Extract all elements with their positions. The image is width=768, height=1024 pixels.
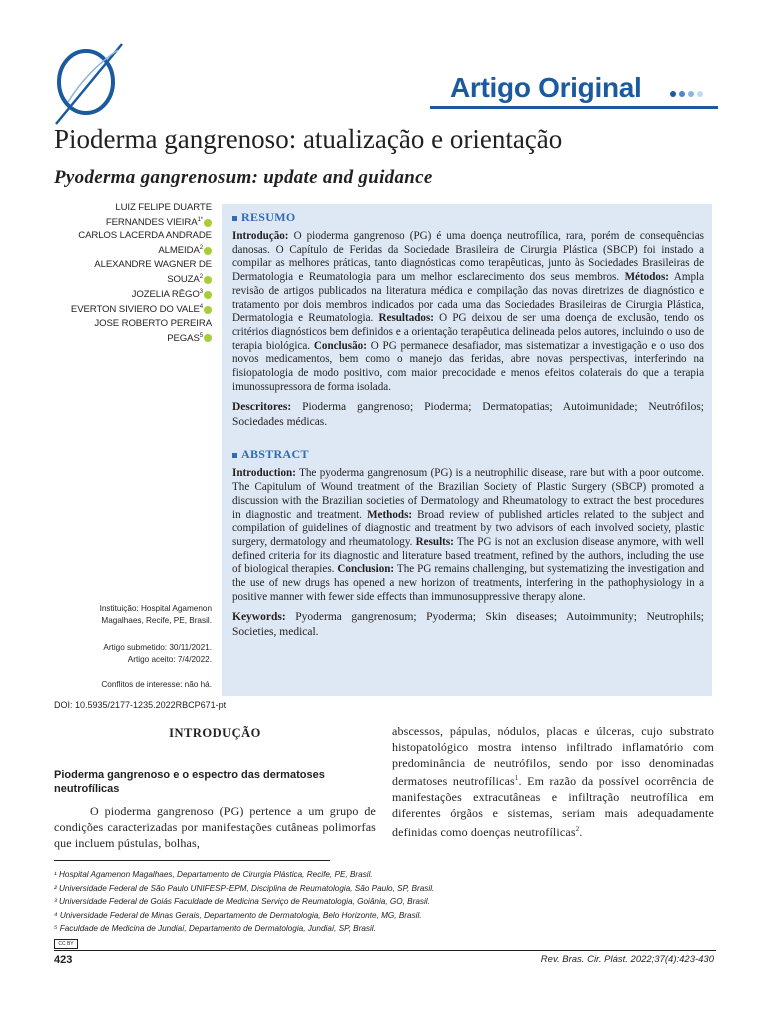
descriptors-text: Pioderma gangrenoso; Pioderma; Dermatopatias; Autoimunidade; Neutrófilos; Sociedades médicas. xyxy=(232,401,704,429)
resumo-heading-text: RESUMO xyxy=(241,210,296,224)
author-name-line: ALMEIDA xyxy=(158,245,200,257)
author-affiliation: 4 xyxy=(199,304,203,311)
keywords-text: Pyoderma gangrenosum; Pyoderma; Skin diseases; Autoimmunity; Neutrophils; Societies, medical. xyxy=(232,611,704,639)
resumo-intro: O pioderma gangrenoso (PG) é uma doença neutrofílica, rara, porém de consequências danosas. O Capítulo de Feridas da Sociedade Brasileira de Cirurgia Plástica (SBCP) foi instado a compilar as melhores práticas, tanto diagnósticas como terapêuticas, junto às Sociedades Brasileiras de Dermatologia e Reumatologia para um melhor esclarecimento dos seus membros. xyxy=(232,230,704,284)
cc-license-badge[interactable]: CC BY xyxy=(54,939,78,949)
orcid-icon[interactable] xyxy=(204,219,212,227)
author-name-line: ALEXANDRE WAGNER DE xyxy=(94,258,212,270)
dot-2 xyxy=(679,91,685,97)
resumo-results: O PG deixou de ser uma doença de exclusão, tendo os critérios diagnósticos bem definidos e a orientação terapêutica delineada pelos autores, incluindo o uso de terapia biológica. xyxy=(232,312,704,352)
conflicts-note: Conflitos de interesse: não há. xyxy=(101,680,212,689)
footer-rule xyxy=(54,950,716,951)
author-name-line: SOUZA xyxy=(167,274,200,286)
institution-line: Magalhaes, Recife, PE, Brasil. xyxy=(101,615,212,625)
abstract-conclusion: The PG remains challenging, but systematizing the investigation and the use of new drugs has opened a new horizon of treatments, interfering in the pathophysiology in a positive manner with fewer side effects than immunosuppressive therapy alone. xyxy=(232,563,704,603)
orcid-icon[interactable] xyxy=(204,334,212,342)
header-dots xyxy=(670,84,706,102)
abstract-heading-text: ABSTRACT xyxy=(241,447,309,462)
author-name-line: EVERTON SIVIERO DO VALE xyxy=(70,304,200,316)
footnote-rule xyxy=(54,860,330,861)
author-affiliation: 2 xyxy=(199,273,203,280)
submitted-date: Artigo submetido: 30/11/2021. xyxy=(103,643,212,652)
label-methods-en: Methods: xyxy=(362,508,413,521)
abstract-results: The PG is not an exclusion disease anymore, with well defined criteria for its diagnostic and literature based treatment, refined by the authors, including the use of biological therapies. xyxy=(232,535,704,576)
author-name-line: PEGAS xyxy=(167,332,200,344)
journal-logo xyxy=(54,40,124,126)
accepted-date: Artigo aceito: 7/4/2022. xyxy=(127,654,212,664)
citation-ref[interactable]: 2 xyxy=(575,824,580,833)
author-6 xyxy=(20,317,212,345)
dot-3 xyxy=(688,91,694,97)
page-number: 423 xyxy=(54,954,73,966)
abstract-keywords xyxy=(232,610,704,640)
author-affiliation: 3 xyxy=(199,289,203,296)
label-descriptors: Descritores: xyxy=(232,401,292,414)
abstract-methods: Broad review of published articles related to the subject and compilation of guidelines of diagnostic and treatment by two advisors of each involved society, plastic surgery, dermatology and rheumatology. xyxy=(232,508,704,548)
author-affiliation: 2 xyxy=(199,245,203,252)
resumo-descriptors xyxy=(232,400,704,430)
submission-dates xyxy=(20,642,212,665)
section-heading: INTRODUÇÃO xyxy=(169,726,261,740)
abstract-intro: The pyoderma gangrenosum (PG) is a neutrophilic disease, rare but with a poor outcome. The Capitulum of Wound treatment of the Brazilian Society of Plastic Surgery (SBCP) promoted a discussion with the Brazilian societies of Dermatology and Rheumatology to extract the best procedures in diagnostic and treatment. xyxy=(232,467,704,521)
author-2 xyxy=(20,229,212,257)
label-methods: Métodos: xyxy=(619,271,669,284)
body-paragraph xyxy=(392,724,714,841)
label-conclusion-en: Conclusion: xyxy=(334,563,395,576)
section-label: Artigo Original xyxy=(450,72,642,103)
body-column-left xyxy=(54,724,376,851)
author-5 xyxy=(20,301,212,316)
footnote: ⁴ Universidade Federal de Minas Gerais, Departamento de Dermatologia, Belo Horizonte, MG, Brasil. xyxy=(54,910,422,920)
article-title: Pioderma gangrenoso: atualização e orientação xyxy=(54,124,563,154)
label-results: Resultados: xyxy=(373,312,434,325)
label-keywords: Keywords: xyxy=(232,611,286,624)
dot-4 xyxy=(697,91,703,97)
resumo-text xyxy=(232,230,704,394)
author-name-line: JOZELIA RÊGO xyxy=(131,289,200,301)
institution-line: Instituição: Hospital Agamenon xyxy=(99,604,212,613)
square-bullet-icon xyxy=(232,216,237,221)
label-results-en: Results: xyxy=(412,535,454,548)
author-4 xyxy=(20,286,212,301)
footnote: ² Universidade Federal de São Paulo UNIFESP-EPM, Disciplina de Reumatologia, São Paulo, SP, Brasil. xyxy=(54,883,435,893)
square-bullet-icon xyxy=(232,453,237,458)
author-affiliation: 1* xyxy=(197,217,203,224)
author-name-line: CARLOS LACERDA ANDRADE xyxy=(78,230,212,242)
author-name-line: FERNANDES VIEIRA xyxy=(105,217,198,229)
dot-1 xyxy=(670,91,676,97)
orcid-icon[interactable] xyxy=(204,276,212,284)
footnote: ⁵ Faculdade de Medicina de Jundiaí, Departamento de Dermatologia, Jundiaí, SP, Brasil. xyxy=(54,924,376,934)
author-name-line: JOSE ROBERTO PEREIRA xyxy=(94,317,212,329)
label-intro: Introdução: xyxy=(232,230,289,242)
doi-link[interactable]: DOI: 10.5935/2177-1235.2022RBCP671-pt xyxy=(54,700,227,710)
label-conclusion: Conclusão: xyxy=(310,339,367,352)
author-affiliation: 5 xyxy=(199,332,203,339)
journal-citation: Rev. Bras. Cir. Plást. 2022;37(4):423-430 xyxy=(540,954,714,965)
body-text-segment: . xyxy=(579,824,583,839)
label-introduction: Introduction: xyxy=(232,467,296,480)
body-paragraph: O pioderma gangrenoso (PG) pertence a um grupo de condições caracterizadas por manifestações cutâneas polimorfas que incluem pústulas, bolhas, xyxy=(54,804,376,850)
resumo-methods: Ampla revisão de artigos publicados na literatura médica e compilação das novas diretrizes de diagnóstico e tratamento por dois membros indicados por cada uma das Sociedades Brasileiras de Cirurgia Plástica, Dermatologia e Reumatologia. xyxy=(232,271,704,325)
body-column-right xyxy=(392,724,714,841)
orcid-icon[interactable] xyxy=(204,291,212,299)
footnote: ¹ Hospital Agamenon Magalhaes, Departamento de Cirurgia Plástica, Recife, PE, Brasil. xyxy=(54,870,373,879)
citation-ref[interactable]: 1 xyxy=(514,774,519,783)
subsection-heading: Pioderma gangrenoso e o espectro das dermatoses neutrofílicas xyxy=(54,769,325,795)
affiliation-footnotes xyxy=(54,868,434,936)
resumo-heading xyxy=(232,210,704,225)
author-name-line: LUIZ FELIPE DUARTE xyxy=(115,202,212,213)
institution-note xyxy=(20,603,212,626)
orcid-icon[interactable] xyxy=(204,306,212,314)
article-title-english: Pyoderma gangrenosum: update and guidance xyxy=(54,167,433,188)
author-3 xyxy=(20,258,212,286)
abstract-box xyxy=(222,204,712,696)
abstract-text xyxy=(232,467,704,604)
author-1 xyxy=(20,201,212,229)
author-list xyxy=(20,201,212,345)
resumo-conclusion: O PG permanece desafiador, mas sistematizar a investigação e o uso dos novos medicamentos, bem como o manejo das feridas, abre novas perspectivas, interferindo na fisiopatologia de modo positivo, com maior precocidade e menos efeitos colaterais do que a terapia imunossupressora de forma isolada. xyxy=(232,339,704,393)
header-rule xyxy=(430,106,718,109)
abstract-heading xyxy=(232,447,704,462)
footnote: ³ Universidade Federal de Goiás Faculdade de Medicina Serviço de Reumatologia, Goiânia, GO, Brasil. xyxy=(54,897,430,907)
body-text-segment: abscessos, pápulas, nódulos, placas e úlceras, cujo substrato histopatológico mostra intenso infiltrado inflamatório com predominância de neutrófilos, sendo por isso denominadas dermatoses neutrofílicas xyxy=(392,724,714,789)
orcid-icon[interactable] xyxy=(204,247,212,255)
body-text-segment: . Em razão da possível ocorrência de manifestações extracutâneas e infiltração neutrofílica em diferentes órgãos e sistemas, seriam mais adequadamente definidas como doenças neutrofílicas xyxy=(392,774,715,839)
